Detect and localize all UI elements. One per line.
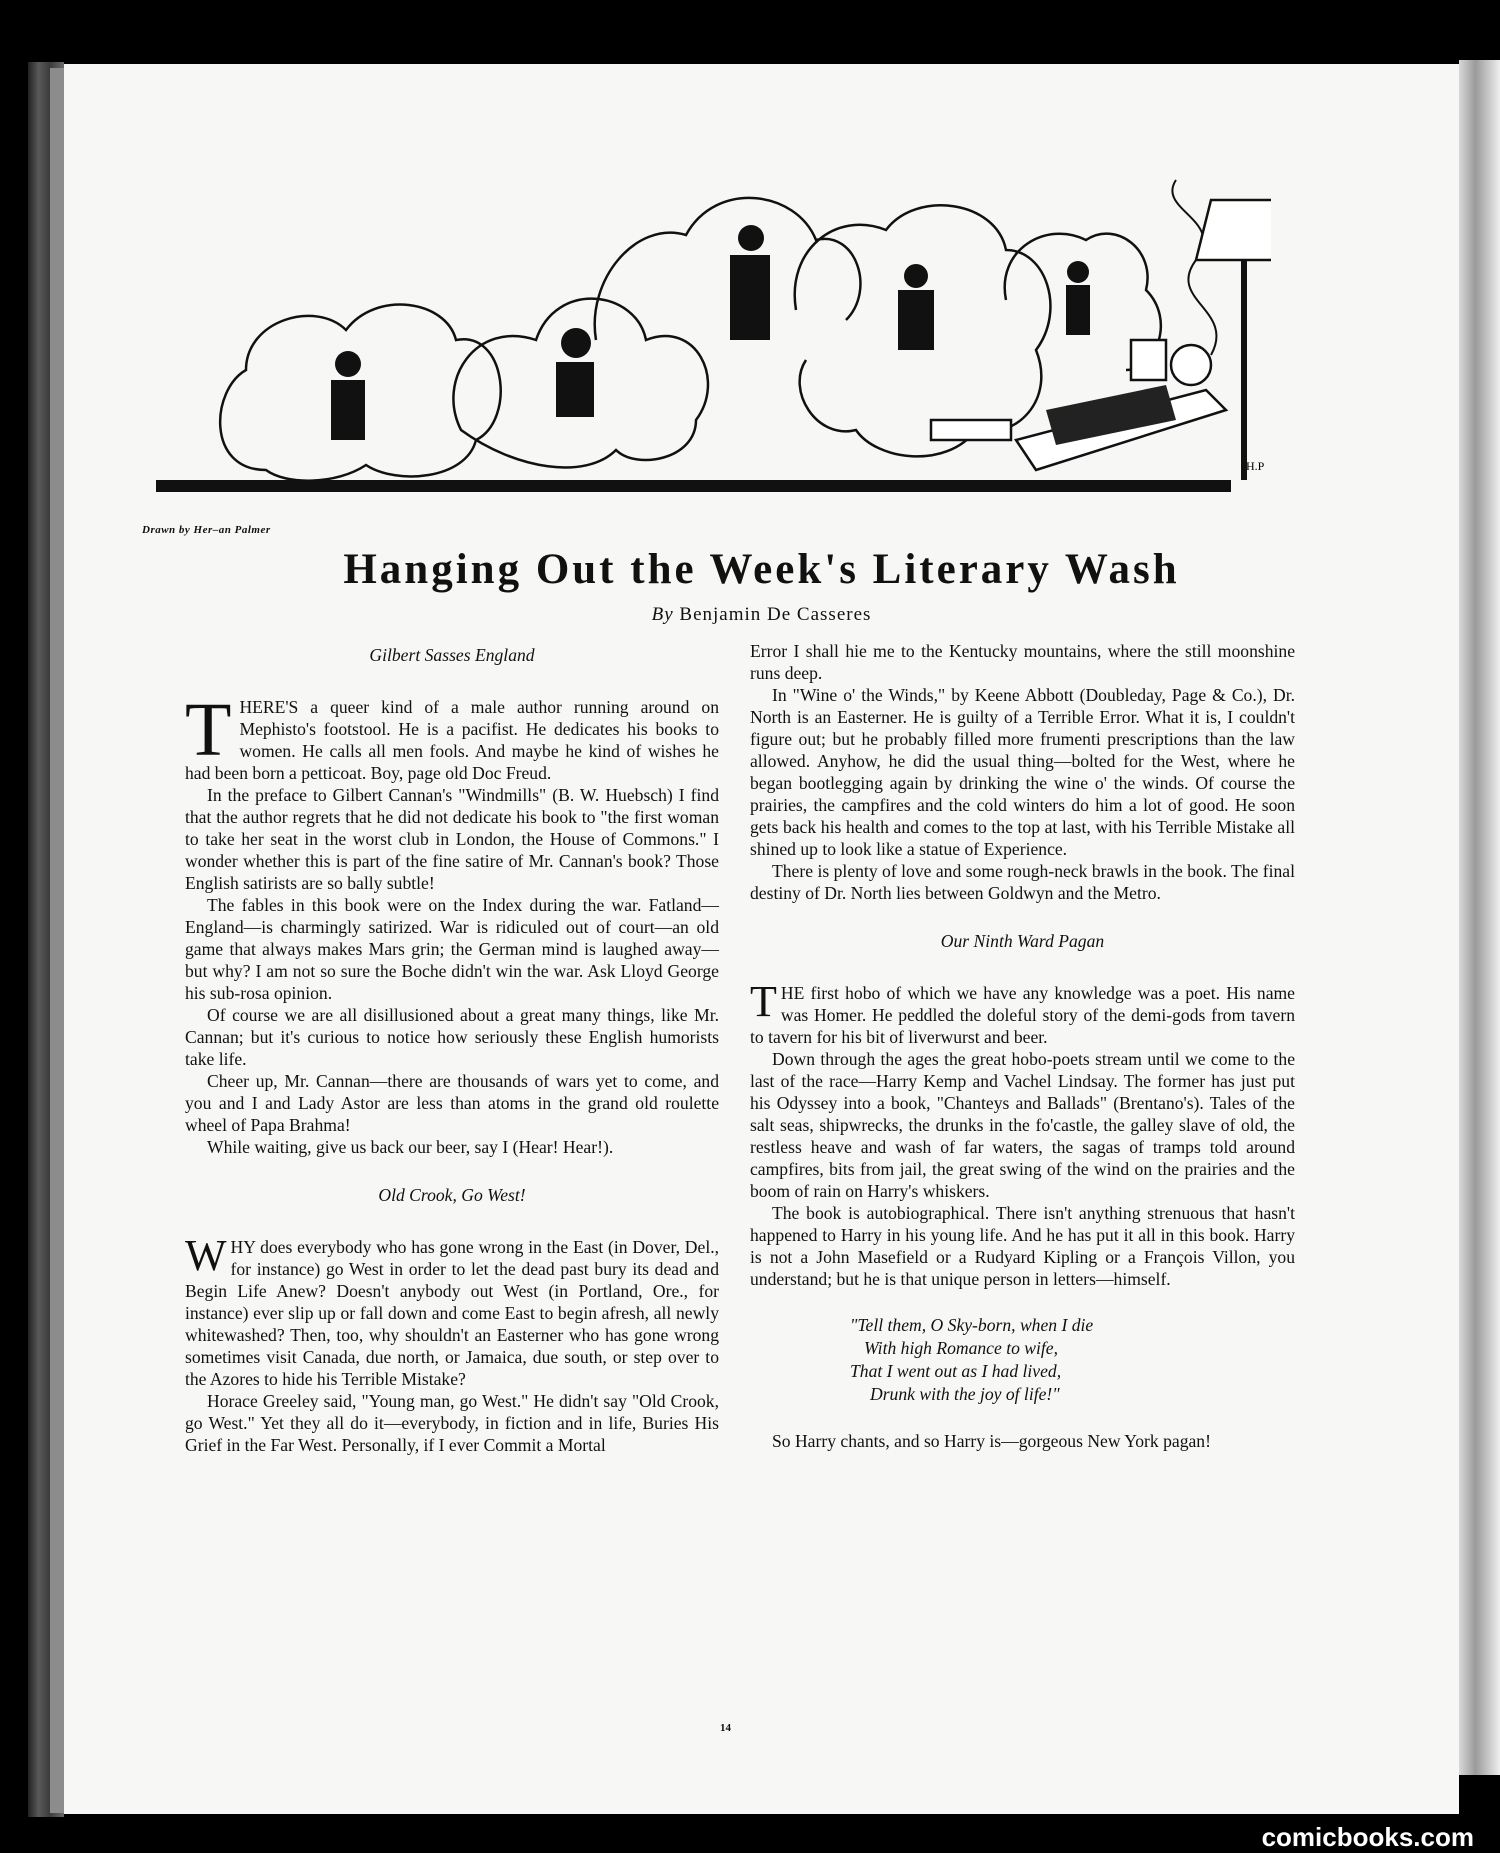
section-heading-2: Old Crook, Go West! (378, 1185, 526, 1205)
poem-line: "Tell them, O Sky-born, when I die (850, 1315, 1094, 1335)
cartoon-figures (331, 225, 1090, 440)
column-left (185, 640, 719, 1456)
article-title: Hanging Out the Week's Literary Wash (343, 546, 1180, 593)
paragraph: WHY does everybody who has gone wrong in the East (in Dover, Del., for instance) go West in order to let the dead past bury its dead and Begin Life Anew? Doesn't anybody out West (in Portland, Ore., for instance) ever slip up or fall down and come East to begin afresh, all newly whitewashed? Then, too, why shouldn't an Easterner who has gone wrong sometimes visit Canada, due north, or Jamaica, due south, or step over to the Azores to hide his Terrible Mistake? (185, 1231, 719, 1389)
header-illustration (116, 140, 1271, 500)
byline-by: By (651, 604, 674, 625)
drop-cap: T (750, 977, 777, 1026)
paragraph: While waiting, give us back our beer, say I (Hear! Hear!). (207, 1137, 614, 1157)
paragraph: Horace Greeley said, "Young man, go West." He didn't say "Old Crook, go West." Yet they all do it—everybody, in fiction and in life, Buries His Grief in the Far West. Personally, if I ever Commit a Mortal (185, 1391, 719, 1455)
paragraph: There is plenty of love and some rough-neck brawls in the book. The final destiny of Dr. North lies between Goldwyn and the Metro. (750, 861, 1295, 903)
drop-cap: T (185, 688, 232, 772)
paragraph: Cheer up, Mr. Cannan—there are thousands of wars yet to come, and you and I and Lady Astor are less than atoms in the grand old roulette wheel of Papa Brahma! (185, 1071, 719, 1135)
site-watermark: comicbooks.com (1261, 1822, 1474, 1852)
reader-in-chair (931, 180, 1271, 480)
poem-line: That I went out as I had lived, (850, 1361, 1062, 1381)
paragraph: In the preface to Gilbert Cannan's "Windmills" (B. W. Huebsch) I find that the author regrets that he did not dedicate his book to "the first woman to take her seat in the worst club in London, the House of Commons." I wonder whether this is part of the fine satire of Mr. Cannan's book? Those English satirists are so bally subtle! (185, 785, 719, 893)
section-heading-3: Our Ninth Ward Pagan (940, 931, 1105, 951)
illustration-base-bar (156, 480, 1231, 492)
poem-line: Drunk with the joy of life!" (870, 1384, 1060, 1404)
poem-quote (850, 1314, 1295, 1406)
page-edges (1459, 60, 1500, 1775)
paragraph: Of course we are all disillusioned about a great many things, like Mr. Cannan; but it's curious to notice how seriously these English humorists take life. (185, 1005, 719, 1069)
drop-cap: W (185, 1231, 227, 1280)
poem-line: With high Romance to wife, (864, 1338, 1058, 1358)
paragraph: THE first hobo of which we have any knowledge was a poet. His name was Homer. He peddled the doleful story of the demi-gods from tavern to tavern for his bit of liverwurst and beer. (750, 977, 1295, 1047)
paragraph: The book is autobiographical. There isn't anything strenuous that hasn't happened to Harry in his young life. And he has put it all in this book. Harry is not a John Masefield or a Rudyard Kipling or a François Villon, you understand; but he is that unique person in letters—himself. (750, 1203, 1295, 1289)
illustration-credit: Drawn by Her–an Palmer (142, 524, 271, 536)
paragraph: Error I shall hie me to the Kentucky mountains, where the still moonshine runs deep. (750, 641, 1295, 683)
byline (64, 604, 1459, 626)
paragraph: THERE'S a queer kind of a male author running around on Mephisto's footstool. He is a pacifist. He dedicates his books to women. He calls all men fools. And maybe he kind of wishes he had been born a petticoat. Boy, page old Doc Freud. (185, 688, 719, 783)
illustrator-signature: H.P (1246, 459, 1265, 473)
paragraph: In "Wine o' the Winds," by Keene Abbott (Doubleday, Page & Co.), Dr. North is an Easterner. He is guilty of a Terrible Error. What it is, I couldn't figure out; but he probably filled more frumenti prescriptions than the law allowed. Anyhow, he did the usual thing—bolted for the West, where he began bootlegging again by drinking the wine o' the winds. Of course the prairies, the campfires and the cold winters do him a lot of good. He soon gets back his health and comes to the top at last, with his Terrible Mistake all shined up to look like a statue of Experience. (750, 685, 1295, 859)
paragraph: So Harry chants, and so Harry is—gorgeous New York pagan! (772, 1431, 1211, 1451)
page-number: 14 (720, 1722, 731, 1734)
section-heading-1: Gilbert Sasses England (369, 645, 535, 665)
column-right (750, 640, 1295, 1452)
book-binding-inner (50, 68, 64, 1813)
byline-author: Benjamin De Casseres (679, 604, 872, 625)
paragraph: The fables in this book were on the Index during the war. Fatland—England—is charmingly satirized. War is ridiculed out of court—an old game that always makes Mars grin; the German mind is laughed away—but why? I am not so sure the Boche didn't win the war. Ask Lloyd George his sub-rosa opinion. (185, 895, 719, 1003)
paragraph: Down through the ages the great hobo-poets stream until we come to the last of the race—Harry Kemp and Vachel Lindsay. The former has just put his Odyssey into a book, "Chanteys and Ballads" (Brentano's). Tales of the salt seas, shipwrecks, the drunks in the fo'castle, the galley slave of old, the restless heave and wash of far waters, the sagas of tramps told around campfires, bits from jail, the great swing of the wind on the prairies and the boom of rain on Harry's whiskers. (750, 1049, 1295, 1201)
